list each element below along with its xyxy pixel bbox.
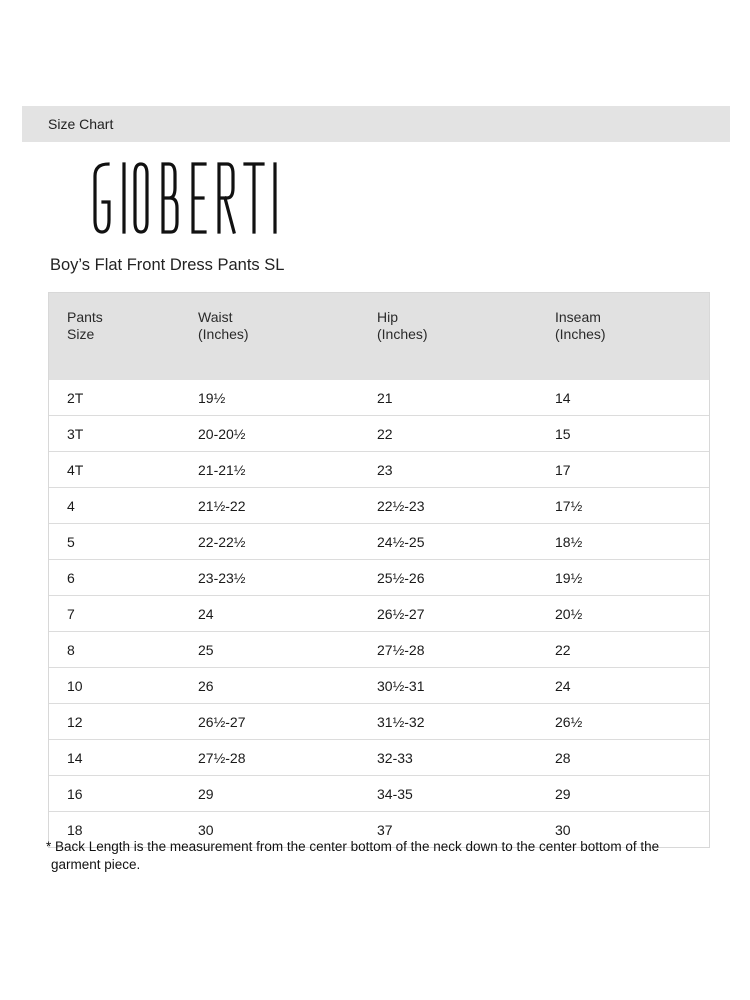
size-table <box>49 293 709 847</box>
cell-waist: 23-23½ <box>198 560 377 596</box>
cell-hip: 27½-28 <box>377 632 555 668</box>
cell-inseam: 19½ <box>555 560 709 596</box>
cell-inseam: 22 <box>555 632 709 668</box>
cell-hip: 21 <box>377 389 393 406</box>
cell-size: 16 <box>49 776 198 812</box>
cell-hip: 31½-32 <box>377 704 555 740</box>
size-chart-header-label: Size Chart <box>48 116 114 132</box>
cell-hip: 32-33 <box>377 740 555 776</box>
cell-waist: 22-22½ <box>198 524 377 560</box>
cell-inseam: 30 <box>555 812 709 848</box>
cell-waist: 19½ <box>198 389 226 406</box>
cell-waist: 30 <box>198 812 377 848</box>
cell-size: 8 <box>49 632 198 668</box>
cell-size: 6 <box>49 560 198 596</box>
cell-hip: 22 <box>377 416 555 452</box>
cell-hip: 26½-27 <box>377 596 555 632</box>
table-header-row <box>49 293 709 380</box>
table-row <box>49 668 709 704</box>
cell-size: 4 <box>49 488 198 524</box>
cell-hip: 30½-31 <box>377 668 555 704</box>
table-row <box>49 740 709 776</box>
cell-inseam: 28 <box>555 740 709 776</box>
cell-hip: 22½-23 <box>377 488 555 524</box>
cell-size: 2T <box>67 389 84 406</box>
column-header-pants-size: Pants Size <box>49 293 198 380</box>
gioberti-logo-mark <box>91 158 281 238</box>
table-row <box>49 488 709 524</box>
table-row <box>49 596 709 632</box>
cell-inseam: 29 <box>555 776 709 812</box>
footnote <box>46 838 706 874</box>
cell-waist: 26½-27 <box>198 704 377 740</box>
table-row <box>49 776 709 812</box>
cell-waist: 24 <box>198 596 377 632</box>
cell-inseam: 26½ <box>555 704 709 740</box>
cell-inseam: 14 <box>555 389 571 406</box>
cell-inseam: 24 <box>555 668 709 704</box>
table-row <box>49 632 709 668</box>
cell-waist: 20-20½ <box>198 416 377 452</box>
cell-hip: 25½-26 <box>377 560 555 596</box>
table-row <box>49 380 709 416</box>
cell-size: 3T <box>49 416 198 452</box>
cell-waist: 21½-22 <box>198 488 377 524</box>
cell-waist: 25 <box>198 632 377 668</box>
cell-hip: 24½-25 <box>377 524 555 560</box>
cell-waist: 29 <box>198 776 377 812</box>
cell-waist: 27½-28 <box>198 740 377 776</box>
cell-size: 14 <box>49 740 198 776</box>
footnote-line-1: * Back Length is the measurement from the center bottom of the neck down to the center bottom of the <box>46 839 660 854</box>
cell-inseam: 20½ <box>555 596 709 632</box>
table-row <box>49 560 709 596</box>
gioberti-logo <box>91 158 281 238</box>
table-row <box>49 452 709 488</box>
cell-size: 12 <box>49 704 198 740</box>
cell-size: 4T <box>49 452 198 488</box>
product-title: Boy’s Flat Front Dress Pants SL <box>50 256 285 274</box>
column-header-waist: Waist (Inches) <box>198 293 377 380</box>
size-table-container <box>48 292 710 848</box>
cell-hip: 23 <box>377 452 555 488</box>
column-header-inseam: Inseam (Inches) <box>555 293 709 380</box>
cell-hip: 34-35 <box>377 776 555 812</box>
cell-inseam: 15 <box>555 416 709 452</box>
cell-inseam: 17½ <box>555 488 709 524</box>
cell-waist: 21-21½ <box>198 452 377 488</box>
cell-inseam: 18½ <box>555 524 709 560</box>
cell-size: 10 <box>49 668 198 704</box>
table-row <box>49 416 709 452</box>
cell-hip: 37 <box>377 812 555 848</box>
cell-size: 18 <box>49 812 198 848</box>
table-row <box>49 704 709 740</box>
table-row <box>49 524 709 560</box>
cell-waist: 26 <box>198 668 377 704</box>
column-header-hip: Hip (Inches) <box>377 293 555 380</box>
cell-size: 7 <box>49 596 198 632</box>
cell-size: 5 <box>49 524 198 560</box>
footnote-line-2: garment piece. <box>51 857 141 872</box>
size-chart-header <box>22 106 730 142</box>
cell-inseam: 17 <box>555 452 709 488</box>
